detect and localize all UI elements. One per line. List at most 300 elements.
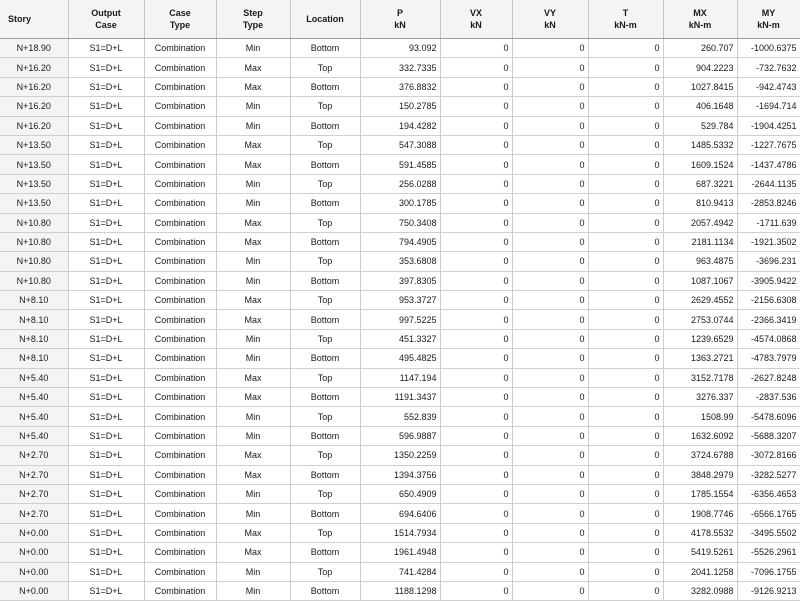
- cell-mx[interactable]: 3282.0988: [663, 581, 737, 600]
- cell-p[interactable]: 93.092: [360, 39, 440, 58]
- cell-vy[interactable]: 0: [512, 446, 588, 465]
- cell-my[interactable]: -3696.231: [737, 252, 800, 271]
- cell-vy[interactable]: 0: [512, 77, 588, 96]
- cell-t[interactable]: 0: [588, 426, 663, 445]
- cell-location[interactable]: Bottom: [290, 310, 360, 329]
- cell-vy[interactable]: 0: [512, 504, 588, 523]
- cell-location[interactable]: Bottom: [290, 388, 360, 407]
- cell-vy[interactable]: 0: [512, 194, 588, 213]
- cell-p[interactable]: 596.9887: [360, 426, 440, 445]
- cell-my[interactable]: -3282.5277: [737, 465, 800, 484]
- cell-step-type[interactable]: Min: [216, 252, 290, 271]
- cell-vy[interactable]: 0: [512, 116, 588, 135]
- cell-mx[interactable]: 1363.2721: [663, 349, 737, 368]
- cell-vx[interactable]: 0: [440, 232, 512, 251]
- cell-output-case[interactable]: S1=D+L: [68, 271, 144, 290]
- cell-t[interactable]: 0: [588, 155, 663, 174]
- cell-vx[interactable]: 0: [440, 368, 512, 387]
- cell-mx[interactable]: 3724.6788: [663, 446, 737, 465]
- cell-p[interactable]: 1188.1298: [360, 581, 440, 600]
- cell-vx[interactable]: 0: [440, 271, 512, 290]
- cell-my[interactable]: -942.4743: [737, 77, 800, 96]
- cell-p[interactable]: 451.3327: [360, 329, 440, 348]
- cell-vy[interactable]: 0: [512, 388, 588, 407]
- cell-output-case[interactable]: S1=D+L: [68, 116, 144, 135]
- cell-location[interactable]: Top: [290, 562, 360, 581]
- cell-step-type[interactable]: Max: [216, 388, 290, 407]
- cell-mx[interactable]: 810.9413: [663, 194, 737, 213]
- cell-t[interactable]: 0: [588, 97, 663, 116]
- table-row[interactable]: [0, 271, 800, 290]
- cell-t[interactable]: 0: [588, 252, 663, 271]
- cell-p[interactable]: 150.2785: [360, 97, 440, 116]
- cell-vy[interactable]: 0: [512, 329, 588, 348]
- cell-p[interactable]: 650.4909: [360, 484, 440, 503]
- cell-my[interactable]: -4783.7979: [737, 349, 800, 368]
- cell-story[interactable]: N+2.70: [0, 446, 68, 465]
- cell-output-case[interactable]: S1=D+L: [68, 407, 144, 426]
- cell-vx[interactable]: 0: [440, 291, 512, 310]
- cell-case-type[interactable]: Combination: [144, 135, 216, 154]
- cell-p[interactable]: 741.4284: [360, 562, 440, 581]
- cell-case-type[interactable]: Combination: [144, 232, 216, 251]
- cell-vx[interactable]: 0: [440, 465, 512, 484]
- cell-mx[interactable]: 3848.2979: [663, 465, 737, 484]
- cell-step-type[interactable]: Max: [216, 543, 290, 562]
- cell-p[interactable]: 256.0288: [360, 174, 440, 193]
- table-row[interactable]: [0, 368, 800, 387]
- cell-t[interactable]: 0: [588, 562, 663, 581]
- cell-vx[interactable]: 0: [440, 135, 512, 154]
- cell-output-case[interactable]: S1=D+L: [68, 446, 144, 465]
- cell-step-type[interactable]: Max: [216, 291, 290, 310]
- cell-step-type[interactable]: Min: [216, 562, 290, 581]
- cell-p[interactable]: 547.3088: [360, 135, 440, 154]
- column-header-p[interactable]: P kN: [360, 0, 440, 39]
- cell-output-case[interactable]: S1=D+L: [68, 39, 144, 58]
- cell-mx[interactable]: 2057.4942: [663, 213, 737, 232]
- cell-vx[interactable]: 0: [440, 310, 512, 329]
- cell-location[interactable]: Top: [290, 135, 360, 154]
- table-row[interactable]: [0, 174, 800, 193]
- cell-case-type[interactable]: Combination: [144, 562, 216, 581]
- cell-mx[interactable]: 1239.6529: [663, 329, 737, 348]
- cell-p[interactable]: 997.5225: [360, 310, 440, 329]
- cell-mx[interactable]: 963.4875: [663, 252, 737, 271]
- cell-output-case[interactable]: S1=D+L: [68, 252, 144, 271]
- cell-my[interactable]: -9126.9213: [737, 581, 800, 600]
- cell-step-type[interactable]: Min: [216, 426, 290, 445]
- cell-output-case[interactable]: S1=D+L: [68, 426, 144, 445]
- cell-location[interactable]: Top: [290, 407, 360, 426]
- cell-step-type[interactable]: Min: [216, 116, 290, 135]
- cell-vy[interactable]: 0: [512, 232, 588, 251]
- cell-vx[interactable]: 0: [440, 116, 512, 135]
- cell-vy[interactable]: 0: [512, 484, 588, 503]
- table-row[interactable]: [0, 407, 800, 426]
- cell-step-type[interactable]: Max: [216, 465, 290, 484]
- cell-t[interactable]: 0: [588, 213, 663, 232]
- cell-step-type[interactable]: Min: [216, 349, 290, 368]
- cell-case-type[interactable]: Combination: [144, 39, 216, 58]
- cell-vx[interactable]: 0: [440, 58, 512, 77]
- cell-my[interactable]: -1694.714: [737, 97, 800, 116]
- cell-vx[interactable]: 0: [440, 155, 512, 174]
- cell-my[interactable]: -1000.6375: [737, 39, 800, 58]
- cell-output-case[interactable]: S1=D+L: [68, 174, 144, 193]
- cell-vy[interactable]: 0: [512, 426, 588, 445]
- cell-vx[interactable]: 0: [440, 77, 512, 96]
- cell-t[interactable]: 0: [588, 349, 663, 368]
- cell-location[interactable]: Bottom: [290, 426, 360, 445]
- cell-t[interactable]: 0: [588, 446, 663, 465]
- cell-case-type[interactable]: Combination: [144, 484, 216, 503]
- cell-mx[interactable]: 529.784: [663, 116, 737, 135]
- cell-step-type[interactable]: Max: [216, 310, 290, 329]
- cell-vx[interactable]: 0: [440, 329, 512, 348]
- cell-p[interactable]: 495.4825: [360, 349, 440, 368]
- cell-mx[interactable]: 687.3221: [663, 174, 737, 193]
- cell-my[interactable]: -1437.4786: [737, 155, 800, 174]
- cell-t[interactable]: 0: [588, 368, 663, 387]
- cell-p[interactable]: 794.4905: [360, 232, 440, 251]
- table-row[interactable]: [0, 232, 800, 251]
- cell-story[interactable]: N+13.50: [0, 155, 68, 174]
- cell-t[interactable]: 0: [588, 271, 663, 290]
- cell-case-type[interactable]: Combination: [144, 174, 216, 193]
- cell-step-type[interactable]: Min: [216, 174, 290, 193]
- cell-mx[interactable]: 2041.1258: [663, 562, 737, 581]
- table-row[interactable]: [0, 349, 800, 368]
- cell-output-case[interactable]: S1=D+L: [68, 77, 144, 96]
- cell-case-type[interactable]: Combination: [144, 446, 216, 465]
- cell-t[interactable]: 0: [588, 484, 663, 503]
- cell-p[interactable]: 1147.194: [360, 368, 440, 387]
- cell-case-type[interactable]: Combination: [144, 543, 216, 562]
- cell-story[interactable]: N+2.70: [0, 484, 68, 503]
- column-header-location[interactable]: Location: [290, 0, 360, 39]
- cell-story[interactable]: N+5.40: [0, 388, 68, 407]
- cell-t[interactable]: 0: [588, 329, 663, 348]
- cell-location[interactable]: Bottom: [290, 349, 360, 368]
- cell-vx[interactable]: 0: [440, 213, 512, 232]
- cell-story[interactable]: N+16.20: [0, 58, 68, 77]
- cell-output-case[interactable]: S1=D+L: [68, 232, 144, 251]
- cell-mx[interactable]: 2753.0744: [663, 310, 737, 329]
- cell-my[interactable]: -2627.8248: [737, 368, 800, 387]
- cell-location[interactable]: Top: [290, 97, 360, 116]
- cell-story[interactable]: N+8.10: [0, 329, 68, 348]
- cell-location[interactable]: Bottom: [290, 77, 360, 96]
- cell-location[interactable]: Top: [290, 252, 360, 271]
- cell-location[interactable]: Top: [290, 174, 360, 193]
- cell-output-case[interactable]: S1=D+L: [68, 194, 144, 213]
- cell-location[interactable]: Bottom: [290, 271, 360, 290]
- cell-mx[interactable]: 1027.8415: [663, 77, 737, 96]
- cell-story[interactable]: N+10.80: [0, 252, 68, 271]
- cell-vy[interactable]: 0: [512, 523, 588, 542]
- cell-case-type[interactable]: Combination: [144, 368, 216, 387]
- cell-location[interactable]: Bottom: [290, 232, 360, 251]
- cell-location[interactable]: Top: [290, 213, 360, 232]
- cell-output-case[interactable]: S1=D+L: [68, 97, 144, 116]
- cell-vx[interactable]: 0: [440, 523, 512, 542]
- table-row[interactable]: [0, 562, 800, 581]
- cell-vx[interactable]: 0: [440, 484, 512, 503]
- cell-location[interactable]: Bottom: [290, 194, 360, 213]
- cell-vx[interactable]: 0: [440, 388, 512, 407]
- table-row[interactable]: [0, 291, 800, 310]
- cell-vy[interactable]: 0: [512, 39, 588, 58]
- table-row[interactable]: [0, 252, 800, 271]
- cell-my[interactable]: -1227.7675: [737, 135, 800, 154]
- cell-case-type[interactable]: Combination: [144, 523, 216, 542]
- cell-story[interactable]: N+16.20: [0, 97, 68, 116]
- cell-story[interactable]: N+13.50: [0, 135, 68, 154]
- cell-step-type[interactable]: Max: [216, 213, 290, 232]
- cell-vx[interactable]: 0: [440, 407, 512, 426]
- cell-vy[interactable]: 0: [512, 407, 588, 426]
- cell-step-type[interactable]: Max: [216, 155, 290, 174]
- cell-my[interactable]: -6356.4653: [737, 484, 800, 503]
- cell-vx[interactable]: 0: [440, 97, 512, 116]
- cell-case-type[interactable]: Combination: [144, 349, 216, 368]
- cell-location[interactable]: Top: [290, 523, 360, 542]
- cell-mx[interactable]: 4178.5532: [663, 523, 737, 542]
- cell-p[interactable]: 353.6808: [360, 252, 440, 271]
- cell-my[interactable]: -3495.5502: [737, 523, 800, 542]
- cell-t[interactable]: 0: [588, 135, 663, 154]
- cell-t[interactable]: 0: [588, 291, 663, 310]
- cell-t[interactable]: 0: [588, 39, 663, 58]
- column-header-my[interactable]: MY kN-m: [737, 0, 800, 39]
- cell-t[interactable]: 0: [588, 581, 663, 600]
- cell-output-case[interactable]: S1=D+L: [68, 291, 144, 310]
- cell-p[interactable]: 1514.7934: [360, 523, 440, 542]
- cell-my[interactable]: -3072.8166: [737, 446, 800, 465]
- cell-output-case[interactable]: S1=D+L: [68, 213, 144, 232]
- cell-vy[interactable]: 0: [512, 252, 588, 271]
- cell-vx[interactable]: 0: [440, 446, 512, 465]
- cell-location[interactable]: Bottom: [290, 465, 360, 484]
- cell-location[interactable]: Bottom: [290, 39, 360, 58]
- cell-location[interactable]: Top: [290, 446, 360, 465]
- cell-location[interactable]: Top: [290, 58, 360, 77]
- cell-t[interactable]: 0: [588, 543, 663, 562]
- cell-vx[interactable]: 0: [440, 349, 512, 368]
- cell-my[interactable]: -2156.6308: [737, 291, 800, 310]
- cell-mx[interactable]: 406.1648: [663, 97, 737, 116]
- cell-p[interactable]: 1394.3756: [360, 465, 440, 484]
- cell-story[interactable]: N+5.40: [0, 426, 68, 445]
- cell-vx[interactable]: 0: [440, 562, 512, 581]
- cell-case-type[interactable]: Combination: [144, 291, 216, 310]
- cell-mx[interactable]: 2629.4552: [663, 291, 737, 310]
- cell-case-type[interactable]: Combination: [144, 97, 216, 116]
- cell-output-case[interactable]: S1=D+L: [68, 329, 144, 348]
- cell-story[interactable]: N+13.50: [0, 174, 68, 193]
- cell-location[interactable]: Top: [290, 291, 360, 310]
- cell-my[interactable]: -1921.3502: [737, 232, 800, 251]
- cell-step-type[interactable]: Min: [216, 484, 290, 503]
- cell-story[interactable]: N+8.10: [0, 291, 68, 310]
- cell-case-type[interactable]: Combination: [144, 407, 216, 426]
- cell-p[interactable]: 300.1785: [360, 194, 440, 213]
- cell-case-type[interactable]: Combination: [144, 271, 216, 290]
- cell-step-type[interactable]: Min: [216, 581, 290, 600]
- cell-mx[interactable]: 3276.337: [663, 388, 737, 407]
- cell-story[interactable]: N+0.00: [0, 523, 68, 542]
- cell-vy[interactable]: 0: [512, 368, 588, 387]
- cell-output-case[interactable]: S1=D+L: [68, 388, 144, 407]
- cell-location[interactable]: Top: [290, 484, 360, 503]
- cell-output-case[interactable]: S1=D+L: [68, 581, 144, 600]
- table-row[interactable]: [0, 58, 800, 77]
- column-header-vy[interactable]: VY kN: [512, 0, 588, 39]
- cell-output-case[interactable]: S1=D+L: [68, 543, 144, 562]
- cell-step-type[interactable]: Max: [216, 135, 290, 154]
- cell-vx[interactable]: 0: [440, 504, 512, 523]
- cell-story[interactable]: N+10.80: [0, 232, 68, 251]
- cell-vy[interactable]: 0: [512, 291, 588, 310]
- table-row[interactable]: [0, 543, 800, 562]
- cell-t[interactable]: 0: [588, 388, 663, 407]
- cell-case-type[interactable]: Combination: [144, 213, 216, 232]
- cell-t[interactable]: 0: [588, 407, 663, 426]
- table-row[interactable]: [0, 484, 800, 503]
- cell-mx[interactable]: 1508.99: [663, 407, 737, 426]
- cell-step-type[interactable]: Max: [216, 446, 290, 465]
- cell-step-type[interactable]: Min: [216, 194, 290, 213]
- cell-case-type[interactable]: Combination: [144, 58, 216, 77]
- cell-vy[interactable]: 0: [512, 58, 588, 77]
- cell-case-type[interactable]: Combination: [144, 116, 216, 135]
- table-row[interactable]: [0, 97, 800, 116]
- cell-output-case[interactable]: S1=D+L: [68, 465, 144, 484]
- cell-my[interactable]: -732.7632: [737, 58, 800, 77]
- cell-step-type[interactable]: Min: [216, 271, 290, 290]
- cell-output-case[interactable]: S1=D+L: [68, 484, 144, 503]
- cell-t[interactable]: 0: [588, 504, 663, 523]
- table-row[interactable]: [0, 426, 800, 445]
- cell-output-case[interactable]: S1=D+L: [68, 135, 144, 154]
- cell-step-type[interactable]: Min: [216, 97, 290, 116]
- cell-p[interactable]: 591.4585: [360, 155, 440, 174]
- cell-step-type[interactable]: Max: [216, 58, 290, 77]
- cell-t[interactable]: 0: [588, 58, 663, 77]
- cell-my[interactable]: -1711.639: [737, 213, 800, 232]
- cell-case-type[interactable]: Combination: [144, 504, 216, 523]
- column-header-output-case[interactable]: Output Case: [68, 0, 144, 39]
- cell-my[interactable]: -4574.0868: [737, 329, 800, 348]
- cell-t[interactable]: 0: [588, 116, 663, 135]
- table-row[interactable]: [0, 116, 800, 135]
- cell-p[interactable]: 750.3408: [360, 213, 440, 232]
- cell-story[interactable]: N+5.40: [0, 407, 68, 426]
- cell-case-type[interactable]: Combination: [144, 388, 216, 407]
- cell-p[interactable]: 552.839: [360, 407, 440, 426]
- cell-story[interactable]: N+10.80: [0, 213, 68, 232]
- cell-p[interactable]: 953.3727: [360, 291, 440, 310]
- column-header-mx[interactable]: MX kN-m: [663, 0, 737, 39]
- cell-story[interactable]: N+0.00: [0, 562, 68, 581]
- cell-vy[interactable]: 0: [512, 97, 588, 116]
- cell-case-type[interactable]: Combination: [144, 465, 216, 484]
- cell-vx[interactable]: 0: [440, 174, 512, 193]
- cell-location[interactable]: Top: [290, 329, 360, 348]
- cell-t[interactable]: 0: [588, 194, 663, 213]
- cell-p[interactable]: 1191.3437: [360, 388, 440, 407]
- cell-my[interactable]: -5688.3207: [737, 426, 800, 445]
- table-row[interactable]: [0, 194, 800, 213]
- cell-t[interactable]: 0: [588, 232, 663, 251]
- cell-case-type[interactable]: Combination: [144, 426, 216, 445]
- cell-vy[interactable]: 0: [512, 543, 588, 562]
- cell-step-type[interactable]: Max: [216, 523, 290, 542]
- cell-story[interactable]: N+10.80: [0, 271, 68, 290]
- column-header-step-type[interactable]: Step Type: [216, 0, 290, 39]
- column-header-t[interactable]: T kN-m: [588, 0, 663, 39]
- cell-location[interactable]: Bottom: [290, 504, 360, 523]
- cell-vy[interactable]: 0: [512, 465, 588, 484]
- table-row[interactable]: [0, 581, 800, 600]
- cell-p[interactable]: 332.7335: [360, 58, 440, 77]
- cell-vy[interactable]: 0: [512, 174, 588, 193]
- cell-case-type[interactable]: Combination: [144, 252, 216, 271]
- cell-output-case[interactable]: S1=D+L: [68, 155, 144, 174]
- cell-vy[interactable]: 0: [512, 581, 588, 600]
- table-row[interactable]: [0, 213, 800, 232]
- cell-vy[interactable]: 0: [512, 213, 588, 232]
- cell-step-type[interactable]: Max: [216, 232, 290, 251]
- cell-my[interactable]: -5478.6096: [737, 407, 800, 426]
- cell-p[interactable]: 1350.2259: [360, 446, 440, 465]
- cell-step-type[interactable]: Min: [216, 329, 290, 348]
- cell-t[interactable]: 0: [588, 77, 663, 96]
- cell-mx[interactable]: 5419.5261: [663, 543, 737, 562]
- cell-step-type[interactable]: Max: [216, 368, 290, 387]
- column-header-vx[interactable]: VX kN: [440, 0, 512, 39]
- cell-output-case[interactable]: S1=D+L: [68, 562, 144, 581]
- cell-mx[interactable]: 3152.7178: [663, 368, 737, 387]
- cell-my[interactable]: -2644.1135: [737, 174, 800, 193]
- table-row[interactable]: [0, 310, 800, 329]
- cell-case-type[interactable]: Combination: [144, 329, 216, 348]
- cell-mx[interactable]: 1485.5332: [663, 135, 737, 154]
- cell-output-case[interactable]: S1=D+L: [68, 58, 144, 77]
- cell-output-case[interactable]: S1=D+L: [68, 310, 144, 329]
- cell-mx[interactable]: 1087.1067: [663, 271, 737, 290]
- cell-story[interactable]: N+18.90: [0, 39, 68, 58]
- cell-vx[interactable]: 0: [440, 543, 512, 562]
- cell-mx[interactable]: 1908.7746: [663, 504, 737, 523]
- cell-location[interactable]: Bottom: [290, 116, 360, 135]
- cell-case-type[interactable]: Combination: [144, 155, 216, 174]
- cell-location[interactable]: Bottom: [290, 543, 360, 562]
- table-row[interactable]: [0, 465, 800, 484]
- cell-mx[interactable]: 260.707: [663, 39, 737, 58]
- table-row[interactable]: [0, 135, 800, 154]
- cell-t[interactable]: 0: [588, 523, 663, 542]
- cell-vy[interactable]: 0: [512, 310, 588, 329]
- cell-story[interactable]: N+2.70: [0, 465, 68, 484]
- column-header-case-type[interactable]: Case Type: [144, 0, 216, 39]
- cell-p[interactable]: 194.4282: [360, 116, 440, 135]
- table-row[interactable]: [0, 39, 800, 58]
- cell-p[interactable]: 1961.4948: [360, 543, 440, 562]
- cell-story[interactable]: N+16.20: [0, 77, 68, 96]
- cell-vy[interactable]: 0: [512, 135, 588, 154]
